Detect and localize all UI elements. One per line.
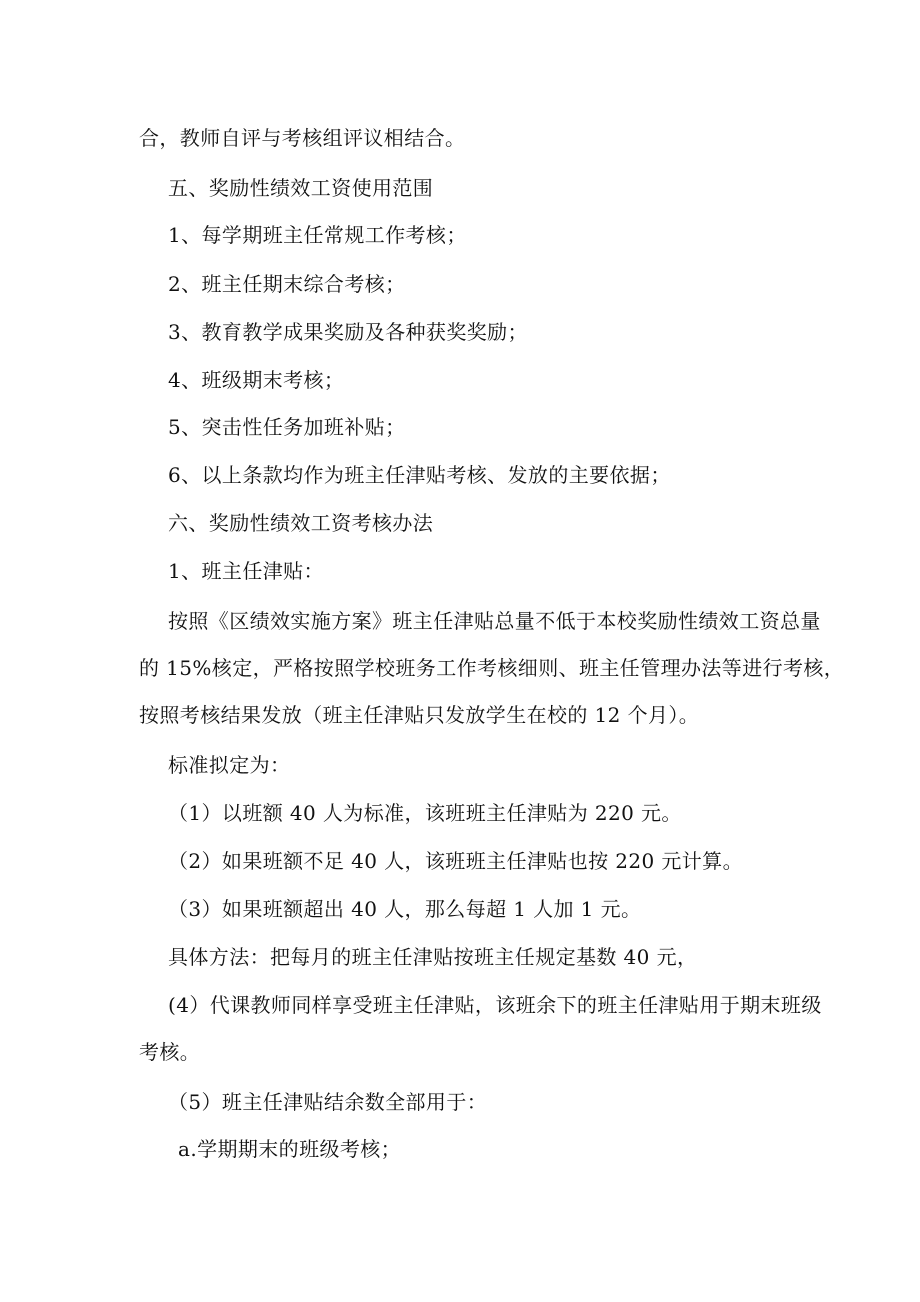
usage-item-a: a.学期期末的班级考核； xyxy=(178,1137,402,1161)
section-heading-six: 六、奖励性绩效工资考核办法 xyxy=(168,511,434,535)
text-line-continuation: 合，教师自评与考核组评议相结合。 xyxy=(139,126,466,150)
list-item-1: 1、每学期班主任常规工作考核； xyxy=(168,223,467,247)
standard-item-4: (4）代课教师同样享受班主任津贴，该班余下的班主任津贴用于期末班级 xyxy=(168,993,822,1017)
method-line: 具体方法：把每月的班主任津贴按班主任规定基数 40 元， xyxy=(168,945,698,969)
list-item-3: 3、教育教学成果奖励及各种获奖奖励； xyxy=(168,320,528,344)
section-heading-five: 五、奖励性绩效工资使用范围 xyxy=(168,176,434,200)
standard-item-3: （3）如果班额超出 40 人，那么每超 1 人加 1 元。 xyxy=(168,897,642,921)
list-item-5: 5、突击性任务加班补贴； xyxy=(168,415,406,439)
paragraph-line-1: 按照《区绩效实施方案》班主任津贴总量不低于本校奖励性绩效工资总量 xyxy=(168,609,821,633)
list-item-2: 2、班主任期末综合考核； xyxy=(168,272,406,296)
standard-item-2: （2）如果班额不足 40 人，该班班主任津贴也按 220 元计算。 xyxy=(168,849,743,873)
list-item-4: 4、班级期末考核； xyxy=(168,368,345,392)
list-item-6: 6、以上条款均作为班主任津贴考核、发放的主要依据； xyxy=(168,463,671,487)
standard-item-4-continuation: 考核。 xyxy=(139,1040,201,1064)
paragraph-line-2: 的 15%核定，严格按照学校班务工作考核细则、班主任管理办法等进行考核， xyxy=(139,656,845,680)
subsection-heading: 1、班主任津贴： xyxy=(168,559,324,583)
standard-item-1: （1）以班额 40 人为标准，该班班主任津贴为 220 元。 xyxy=(168,801,682,825)
standard-heading: 标准拟定为： xyxy=(168,753,291,777)
standard-item-5: （5）班主任津贴结余数全部用于： xyxy=(168,1090,488,1114)
paragraph-line-3: 按照考核结果发放（班主任津贴只发放学生在校的 12 个月）。 xyxy=(139,703,700,727)
